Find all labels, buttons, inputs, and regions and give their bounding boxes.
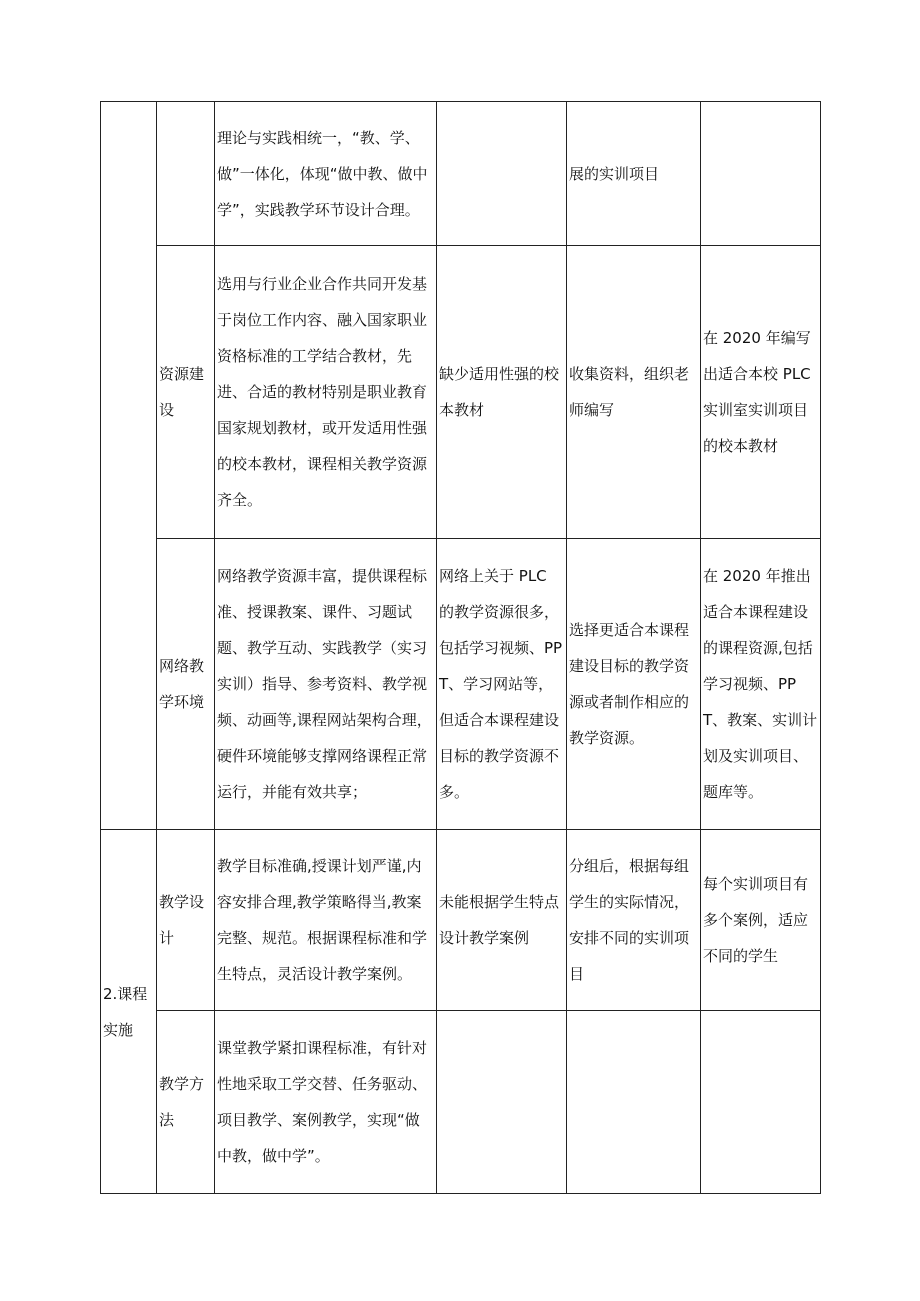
measure-cell: 分组后，根据每组学生的实际情况，安排不同的实训项目	[567, 830, 701, 1011]
standard-cell: 网络教学资源丰富，提供课程标准、授课教案、课件、习题试题、教学互动、实践教学（实习实训）指导、参考资料、教学视频、动画等,课程网站架构合理，硬件环境能够支撑网络课程正常运行，并能有效共享；	[215, 539, 437, 830]
goal-cell: 在 2020 年推出适合本课程建设的课程资源,包括学习视频、PPT、教案、实训计划及实训项目、题库等。	[701, 539, 821, 830]
item-cell: 教学方法	[157, 1011, 215, 1194]
standard-cell: 理论与实践相统一，“教、学、做”一体化，体现“做中教、做中学”，实践教学环节设计合理。	[215, 102, 437, 246]
problem-cell: 缺少适用性强的校本教材	[437, 246, 567, 539]
measure-cell: 选择更适合本课程建设目标的教学资源或者制作相应的教学资源。	[567, 539, 701, 830]
problem-cell	[437, 102, 567, 246]
problem-cell: 网络上关于 PLC 的教学资源很多，包括学习视频、PPT、学习网站等，但适合本课程建设目标的教学资源不多。	[437, 539, 567, 830]
problem-cell	[437, 1011, 567, 1194]
table-row	[101, 246, 821, 539]
item-cell: 教学设计	[157, 830, 215, 1011]
standard-cell: 教学目标准确,授课计划严谨,内容安排合理,教学策略得当,教案完整、规范。根据课程标准和学生特点，灵活设计教学案例。	[215, 830, 437, 1011]
course-construction-table	[100, 101, 821, 1194]
measure-cell: 收集资料，组织老师编写	[567, 246, 701, 539]
goal-cell: 每个实训项目有多个案例，适应不同的学生	[701, 830, 821, 1011]
item-cell	[157, 102, 215, 246]
standard-cell: 选用与行业企业合作共同开发基于岗位工作内容、融入国家职业资格标准的工学结合教材，先进、合适的教材特别是职业教育国家规划教材，或开发适用性强的校本教材，课程相关教学资源齐全。	[215, 246, 437, 539]
goal-cell	[701, 1011, 821, 1194]
table-row	[101, 539, 821, 830]
category-cell-course-implementation: 2.课程实施	[101, 830, 157, 1194]
table-row	[101, 102, 821, 246]
goal-cell	[701, 102, 821, 246]
measure-cell: 展的实训项目	[567, 102, 701, 246]
table-row	[101, 1011, 821, 1194]
goal-cell: 在 2020 年编写出适合本校 PLC 实训室实训项目的校本教材	[701, 246, 821, 539]
standard-cell: 课堂教学紧扣课程标准，有针对性地采取工学交替、任务驱动、项目教学、案例教学，实现“做中教，做中学”。	[215, 1011, 437, 1194]
item-cell: 网络教学环境	[157, 539, 215, 830]
table-row	[101, 830, 821, 1011]
measure-cell	[567, 1011, 701, 1194]
problem-cell: 未能根据学生特点设计教学案例	[437, 830, 567, 1011]
item-cell: 资源建设	[157, 246, 215, 539]
category-cell	[101, 102, 157, 830]
